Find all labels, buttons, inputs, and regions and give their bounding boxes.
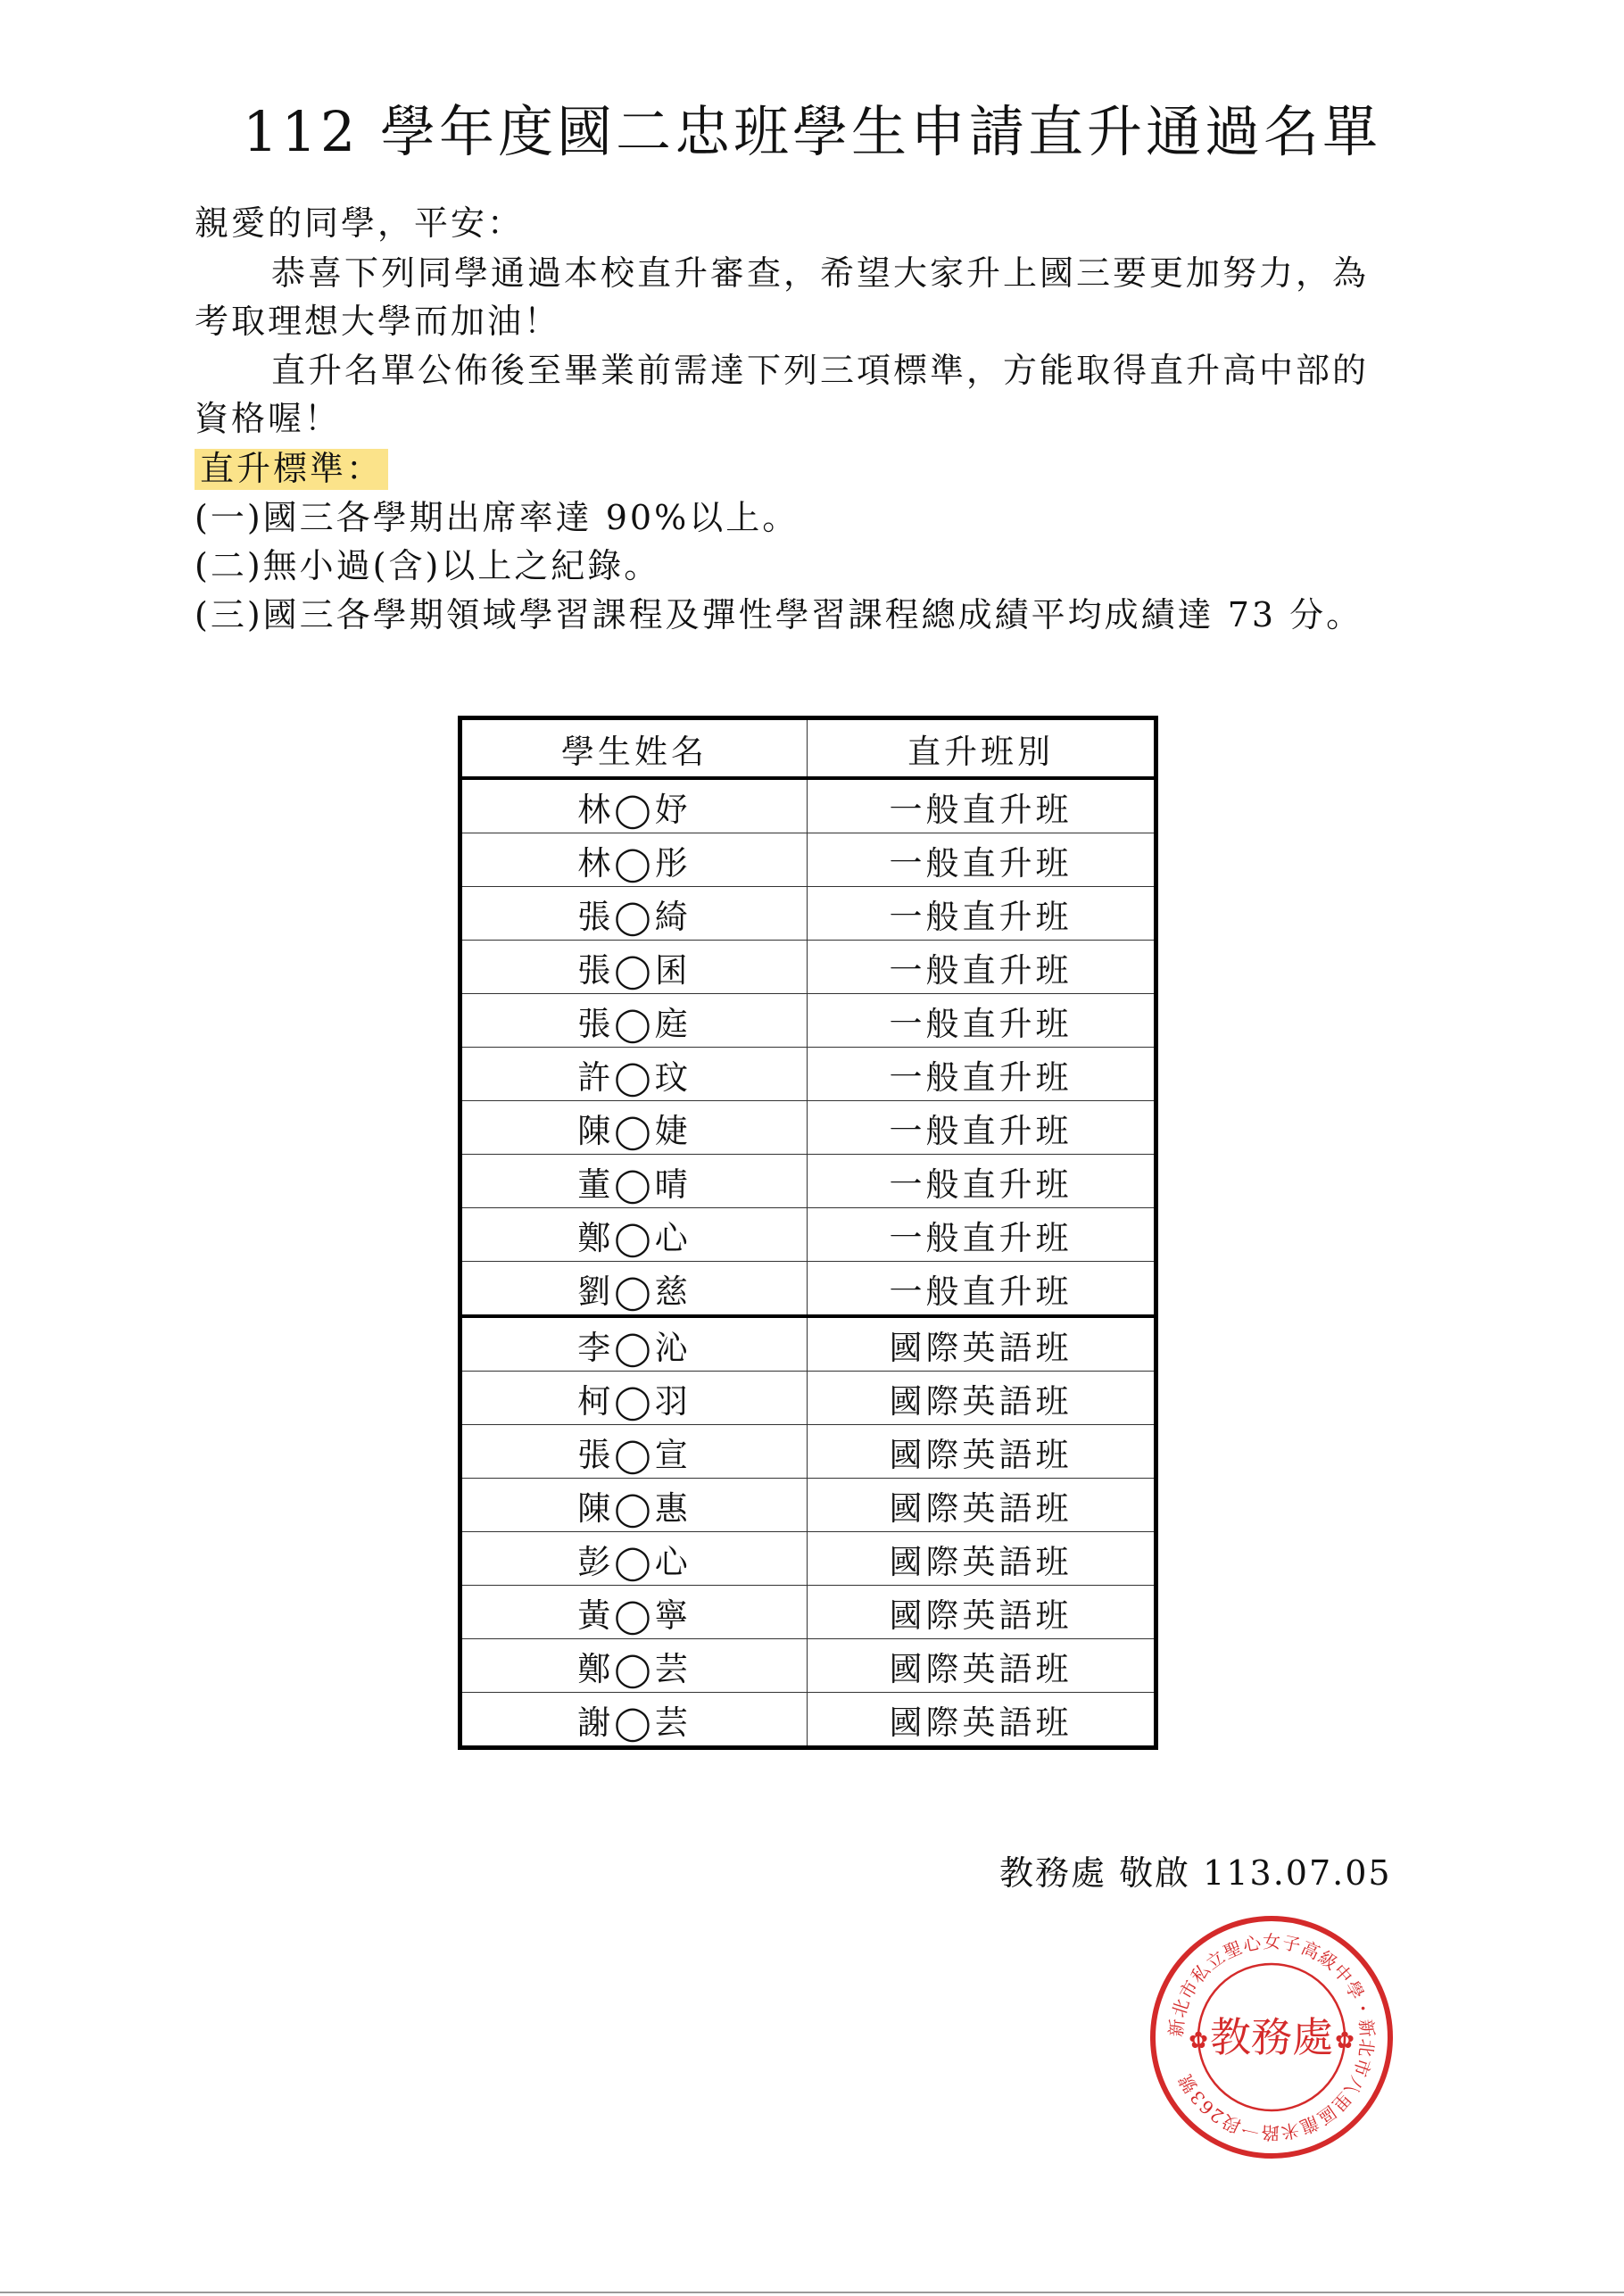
student-name-cell: 鄭◯芸 xyxy=(460,1639,808,1693)
student-name-cell: 劉◯慈 xyxy=(460,1262,808,1317)
student-name-cell: 陳◯婕 xyxy=(460,1101,808,1155)
table-row xyxy=(460,1101,1156,1155)
student-name-cell: 鄭◯心 xyxy=(460,1208,808,1262)
table-row xyxy=(460,1479,1156,1532)
table-row xyxy=(460,1155,1156,1208)
table-row xyxy=(460,1425,1156,1479)
table-row xyxy=(460,941,1156,994)
class-type-cell: 一般直升班 xyxy=(808,778,1156,833)
class-type-cell: 國際英語班 xyxy=(808,1586,1156,1639)
table-row xyxy=(460,994,1156,1048)
student-list-table xyxy=(458,716,1158,1750)
table-header-row xyxy=(460,718,1156,779)
table-row xyxy=(460,1048,1156,1101)
seal-flower-right-icon: ✿ xyxy=(1335,2027,1355,2054)
seal-center-text: 教務處 xyxy=(1210,2013,1333,2061)
paragraph-1-line-1: 恭喜下列同學通過本校直升審查，希望大家升上國三要更加努力，為 xyxy=(271,253,1370,293)
criteria-heading-line xyxy=(195,443,1444,493)
seal-flower-left-icon: ✿ xyxy=(1189,2027,1208,2054)
class-type-cell: 一般直升班 xyxy=(808,887,1156,941)
table-row xyxy=(460,778,1156,833)
class-type-cell: 一般直升班 xyxy=(808,1155,1156,1208)
paragraph-1-line-2: 考取理想大學而加油！ xyxy=(195,302,561,341)
class-type-cell: 一般直升班 xyxy=(808,1262,1156,1317)
class-type-cell: 國際英語班 xyxy=(808,1479,1156,1532)
header-class-type: 直升班別 xyxy=(808,718,1156,779)
class-type-cell: 一般直升班 xyxy=(808,1208,1156,1262)
class-type-cell: 國際英語班 xyxy=(808,1532,1156,1586)
table-row xyxy=(460,887,1156,941)
student-name-cell: 林◯彤 xyxy=(460,833,808,887)
class-type-cell: 國際英語班 xyxy=(808,1372,1156,1425)
student-name-cell: 林◯妤 xyxy=(460,778,808,833)
student-name-cell: 許◯玟 xyxy=(460,1048,808,1101)
header-student-name: 學生姓名 xyxy=(460,718,808,779)
paragraph-2-line-1: 直升名單公佈後至畢業前需達下列三項標準，方能取得直升高中部的 xyxy=(271,351,1370,390)
seal-ring-text-path: 新北市私立聖心女子高級中學・新北市八里區龍米路一段263號 xyxy=(1164,1930,1379,2144)
class-type-cell: 國際英語班 xyxy=(808,1693,1156,1748)
class-type-cell: 國際英語班 xyxy=(808,1425,1156,1479)
criterion-2: (二)無小過(含)以上之紀錄。 xyxy=(195,546,661,585)
criterion-3: (三)國三各學期領域學習課程及彈性學習課程總成績平均成績達 73 分。 xyxy=(195,595,1363,634)
student-name-cell: 陳◯惠 xyxy=(460,1479,808,1532)
greeting: 親愛的同學，平安： xyxy=(195,203,525,243)
student-name-cell: 李◯沁 xyxy=(460,1316,808,1372)
student-name-cell: 彭◯心 xyxy=(460,1532,808,1586)
student-name-cell: 張◯綺 xyxy=(460,887,808,941)
student-name-cell: 謝◯芸 xyxy=(460,1693,808,1748)
page-bottom-border xyxy=(0,2292,1624,2293)
table-row xyxy=(460,1208,1156,1262)
table-body xyxy=(460,778,1156,1748)
student-name-cell: 張◯囷 xyxy=(460,941,808,994)
table-row xyxy=(460,1262,1156,1317)
student-name-cell: 董◯晴 xyxy=(460,1155,808,1208)
class-type-cell: 一般直升班 xyxy=(808,833,1156,887)
class-type-cell: 一般直升班 xyxy=(808,994,1156,1048)
table-row xyxy=(460,1316,1156,1372)
criteria-heading: 直升標準： xyxy=(195,449,388,490)
class-type-cell: 國際英語班 xyxy=(808,1639,1156,1693)
criterion-1: (一)國三各學期出席率達 90%以上。 xyxy=(195,498,800,537)
table-row xyxy=(460,1639,1156,1693)
document-title: 112 學年度國二忠班學生申請直升通過名單 xyxy=(242,99,1382,164)
table-row xyxy=(460,833,1156,887)
class-type-cell: 一般直升班 xyxy=(808,1048,1156,1101)
class-type-cell: 一般直升班 xyxy=(808,1101,1156,1155)
student-name-cell: 柯◯羽 xyxy=(460,1372,808,1425)
table-row xyxy=(460,1693,1156,1748)
student-name-cell: 張◯宣 xyxy=(460,1425,808,1479)
school-seal-stamp xyxy=(1147,1912,1396,2162)
paragraph-2-line-2: 資格喔！ xyxy=(195,399,342,438)
table-row xyxy=(460,1586,1156,1639)
signature: 教務處 敬啟 113.07.05 xyxy=(999,1853,1392,1893)
student-name-cell: 黃◯寧 xyxy=(460,1586,808,1639)
table-row xyxy=(460,1372,1156,1425)
student-name-cell: 張◯庭 xyxy=(460,994,808,1048)
class-type-cell: 國際英語班 xyxy=(808,1316,1156,1372)
table-row xyxy=(460,1532,1156,1586)
class-type-cell: 一般直升班 xyxy=(808,941,1156,994)
